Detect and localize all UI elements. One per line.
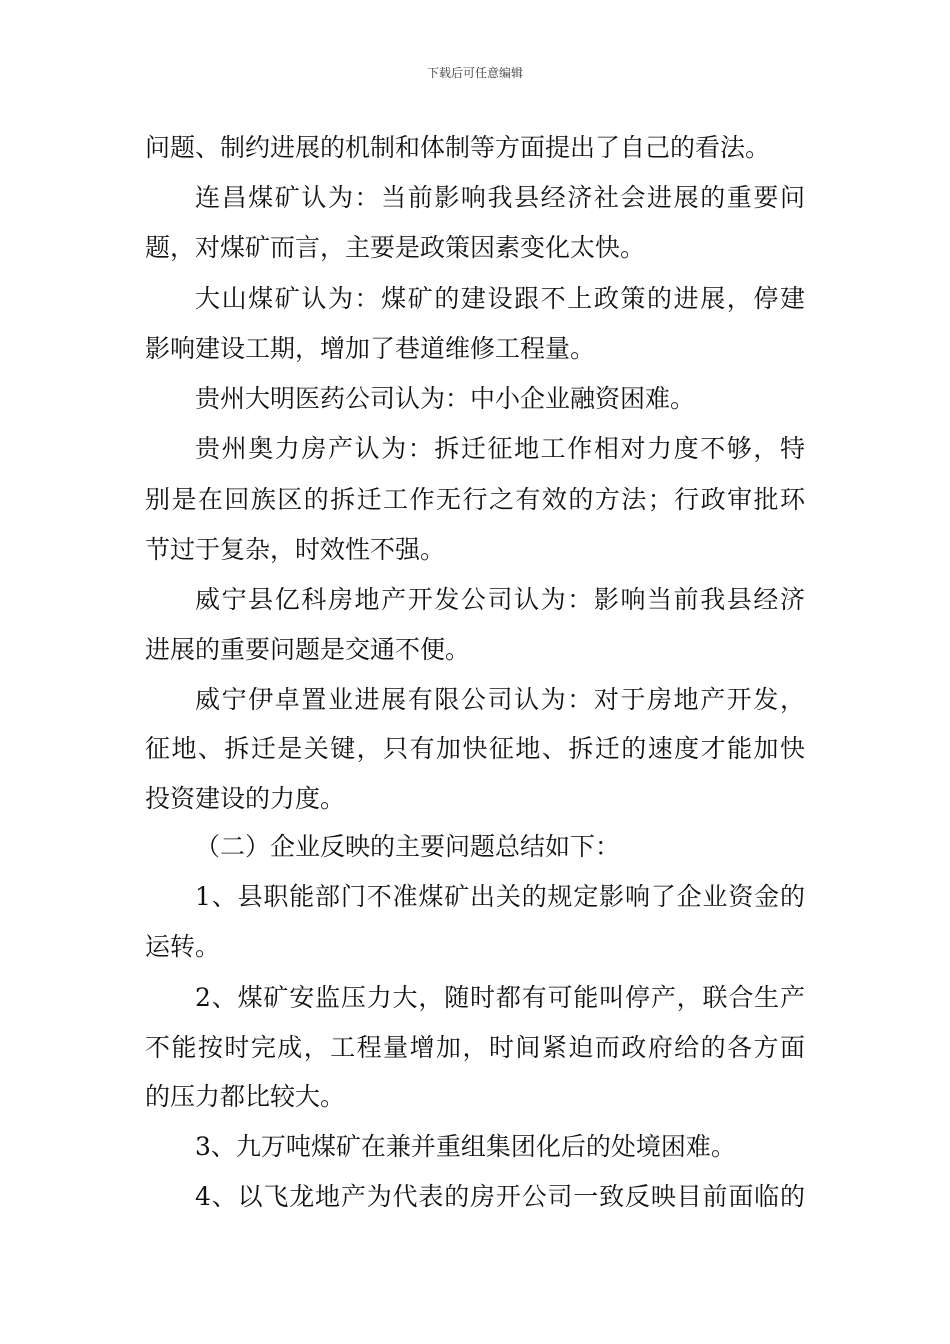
text-line: 4、以飞龙地产为代表的房开公司一致反映目前面临的 (195, 1182, 805, 1211)
text-line: 威宁伊卓置业进展有限公司认为：对于房地产开发， (195, 685, 805, 714)
text-line: 征地、拆迁是关键，只有加快征地、拆迁的速度才能加快 (145, 734, 805, 763)
text-line: 贵州大明医药公司认为：中小企业融资困难。 (195, 384, 696, 413)
text-line: 不能按时完成，工程量增加，时间紧迫而政府给的各方面 (145, 1033, 805, 1062)
section-heading: （二）企业反映的主要问题总结如下： (195, 832, 621, 861)
text-line: 问题、制约进展的机制和体制等方面提出了自己的看法。 (145, 133, 771, 162)
text-line: 连昌煤矿认为：当前影响我县经济社会进展的重要问 (195, 183, 805, 212)
text-line: 2、煤矿安监压力大，随时都有可能叫停产，联合生产 (195, 983, 805, 1012)
text-line: 影响建设工期，增加了巷道维修工程量。 (145, 334, 596, 363)
text-line: 3、九万吨煤矿在兼并重组集团化后的处境困难。 (195, 1132, 736, 1161)
page-header: 下载后可任意编辑 (426, 66, 523, 80)
text-line: 节过于复杂，时效性不强。 (145, 535, 446, 564)
text-line: 贵州奥力房产认为：拆迁征地工作相对力度不够，特 (195, 434, 805, 463)
text-line: 1、县职能部门不准煤矿出关的规定影响了企业资金的 (195, 882, 805, 911)
text-line: 运转。 (145, 932, 221, 961)
text-line: 威宁县亿科房地产开发公司认为：影响当前我县经济 (195, 585, 805, 614)
text-line: 别是在回族区的拆迁工作无行之有效的方法；行政审批环 (145, 485, 805, 514)
text-line: 进展的重要问题是交通不便。 (145, 635, 471, 664)
text-line: 题，对煤矿而言，主要是政策因素变化太快。 (145, 233, 646, 262)
text-line: 的压力都比较大。 (145, 1082, 346, 1111)
text-line: 投资建设的力度。 (145, 784, 346, 813)
text-line: 大山煤矿认为：煤矿的建设跟不上政策的进展，停建 (195, 284, 805, 313)
